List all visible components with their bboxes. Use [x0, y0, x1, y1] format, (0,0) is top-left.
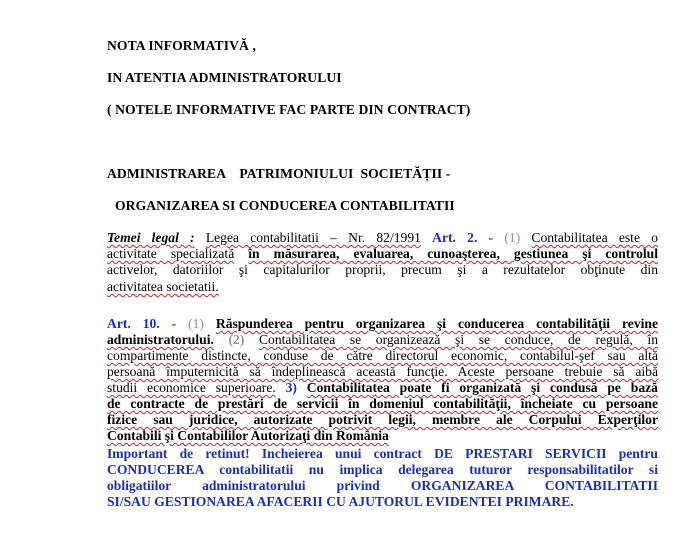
- para2-line3: compartimente distincte, conduse de către directorul economic, contabilul-şef sau altă: [107, 348, 658, 363]
- para2-line6: de contracte de prestări de servicii în domeniul contabilităţii, încheiate cu persoane: [107, 396, 658, 411]
- para3-line4: SI/SAU GESTIONAREA AFACERII CU AJUTORUL EVIDENTEI PRIMARE.: [107, 494, 574, 509]
- para1-line4: activitatea societatii.: [107, 279, 219, 294]
- temei-legal-label: Temei legal :: [107, 230, 195, 245]
- art2-label: Art. 2. -: [432, 230, 494, 245]
- heading-organizarea-contabilitatii: ORGANIZAREA SI CONDUCEREA CONTABILITATII: [115, 198, 455, 213]
- para3-line2: CONDUCEREA contabilitatii nu implica delegarea tuturor responsabilitatilor si: [107, 462, 658, 477]
- heading-administrarea-patrimoniului: ADMINISTRAREA PATRIMONIULUI SOCIETĂȚII -: [107, 166, 451, 181]
- para1-line2: activitate specializată în măsurarea, evaluarea, cunoaşterea, gestiunea şi controlul: [107, 246, 659, 261]
- heading-notele-informative: ( NOTELE INFORMATIVE FAC PARTE DIN CONTRACT): [107, 102, 471, 117]
- para2-line7: fizice sau juridice, autorizate potrivit legii, membre ale Corpului Experţilor: [107, 412, 658, 427]
- para2-line5: studii economice superioare. 3) Contabilitatea poate fi organizată şi condusă pe bază: [107, 380, 658, 395]
- heading-nota-informativa: NOTA INFORMATIVĂ ,: [107, 38, 256, 53]
- para2-line1: Art. 10. - (1) Răspunderea pentru organizarea şi conducerea contabilităţii revine: [107, 316, 659, 331]
- para3-line1: Important de retinut! Incheierea unui contract DE PRESTARI SERVICII pentru: [107, 446, 658, 461]
- para1-line1: Temei legal : Legea contabilitatii – Nr. 82/1991 Art. 2. - (1) Contabilitatea este o: [107, 230, 658, 245]
- para2-line4: persoană împuternicită să îndeplinească această funcţie. Aceste persoane trebuie să aibă: [107, 364, 658, 379]
- para2-line8: Contabili şi Contabililor Autorizaţi din România: [107, 428, 389, 443]
- heading-atentia-administratorului: IN ATENTIA ADMINISTRATORULUI: [107, 70, 342, 85]
- para2-line2: administratorului. (2) Contabilitatea se organizează şi se conduce, de regulă, în: [107, 332, 658, 347]
- art10-label: Art. 10. -: [107, 316, 177, 331]
- para3-line3: obligatiilor administratorului privind ORGANIZAREA CONTABILITATII: [107, 478, 658, 493]
- para1-line3: activelor, datoriilor şi capitalurilor proprii, precum şi a rezultatelor obţinute din: [107, 262, 658, 277]
